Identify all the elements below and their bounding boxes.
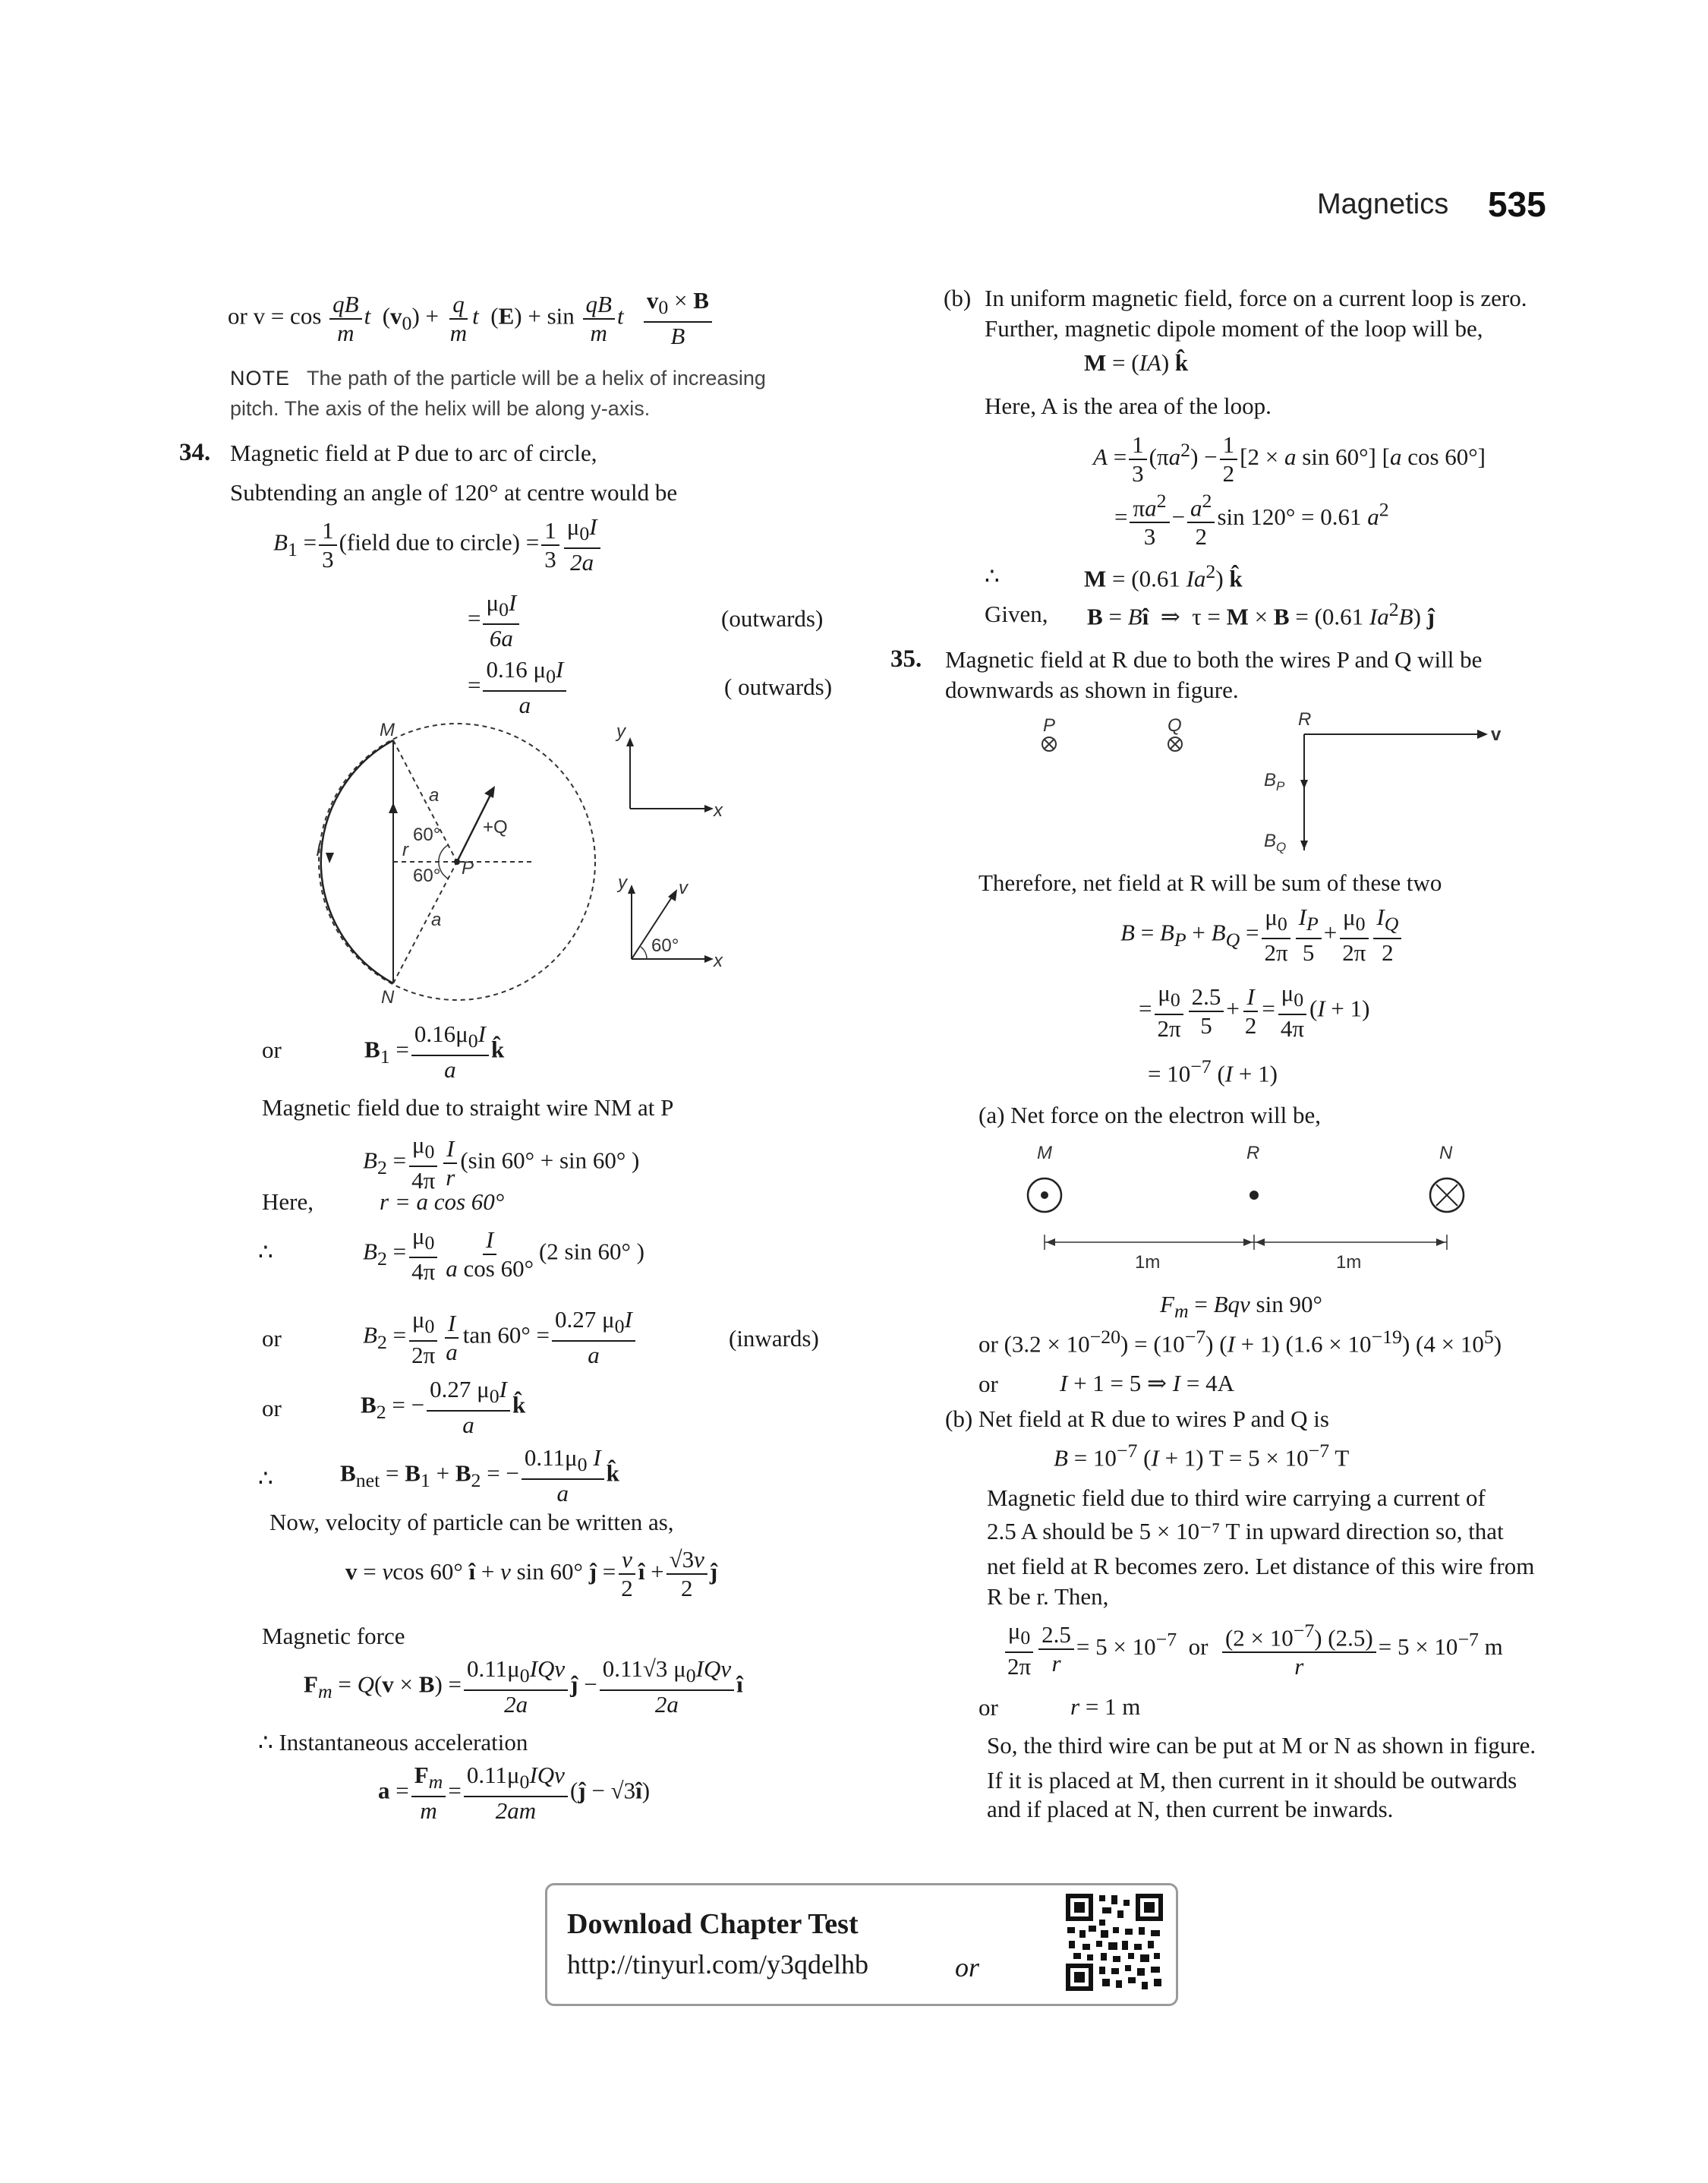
therefore-3: ∴ (985, 563, 1000, 589)
velocity-v-label: v (1491, 724, 1502, 745)
current-result: I + 1 = 5 ⇒ I = 4A (1060, 1370, 1234, 1396)
footer-or: or (955, 1952, 980, 1983)
distance-1m-a: 1m (1135, 1252, 1161, 1273)
if-placed-1: If it is placed at M, then current in it should be outwards (987, 1767, 1517, 1793)
label-x2: x (714, 951, 723, 971)
m-vector-eq: M = (0.61 Ia$^2$) k̂ (1084, 560, 1243, 592)
acceleration-equation: a = $\frac{F_m}{m}$ = $\frac{0.11\mu_0IQv}{2am}$ (ĵ − √3î) (378, 1762, 651, 1825)
third-wire-4: R be r. Then, (987, 1583, 1109, 1610)
page-number: 535 (1488, 185, 1546, 224)
b1-step3: = $\frac{0.16 \mu_0I}{a}$ (468, 656, 569, 719)
label-N: N (381, 987, 395, 1006)
b2-equation3: $B_2$ = $\frac{\mu_0}{2\pi}$ $\frac{I}{a}$ tan 60° = $\frac{0.27 \mu_0I}{a}$ (363, 1306, 638, 1369)
or-label-1: or (262, 1036, 282, 1063)
dipole-moment-eq: M = (IA) k̂ (1084, 349, 1189, 376)
so-third-text: So, the third wire can be put at M or N as shown in figure. (987, 1732, 1536, 1759)
q35-line1: Magnetic field at R due to both the wires P and Q will be (945, 646, 1483, 673)
part-b-line1: In uniform magnetic field, force on a current loop is zero. (985, 285, 1527, 311)
therefore-1: ∴ (258, 1238, 273, 1265)
therefore-2: ∴ (258, 1465, 273, 1491)
given-label: Given, (985, 601, 1048, 627)
third-wire-1: Magnetic field due to third wire carrying a current of (987, 1484, 1486, 1511)
or-label-3: or (262, 1395, 282, 1421)
q35-line2: downwards as shown in figure. (945, 677, 1239, 703)
label-y1: y (616, 721, 626, 742)
label-y2: y (618, 872, 627, 893)
b2-equation2: $B_2$ = $\frac{\mu_0}{4\pi}$ $\frac{I}{\text{a cos 60°}}$ (2 sin 60° ) (363, 1222, 644, 1286)
distance-eq: $\frac{\mu_0}{2\pi}$ $\frac{2.5}{r}$ = $5 \times 10^{-7}$ or $\frac{(2 \times 10^{-7}) (2.5)}{r}$ = $5 \times 10^{-7}$ m (1002, 1617, 1503, 1680)
velocity-vector: v = vcos 60° î + v sin 60° ĵ = $\frac{v}{2}$ î + $\frac{√3v}{2}$ ĵ (345, 1546, 718, 1601)
svg-text:BQ (1264, 831, 1286, 854)
bq-sub: Q (1276, 840, 1287, 854)
download-url[interactable]: http://tinyurl.com/y3qdelhb (567, 1949, 868, 1980)
note-line2: pitch. The axis of the helix will be along y-axis. (230, 397, 651, 420)
b2-equation1: $B_2$ = $\frac{\mu_0}{4\pi}$ $\frac{I}{r}$ (sin 60° + sin 60° ) (363, 1131, 640, 1194)
label-plusQ: +Q (483, 817, 508, 838)
net-field-text: Therefore, net field at R will be sum of these two (978, 869, 1442, 896)
r-result: r = 1 m (1070, 1693, 1141, 1720)
q34-line1: Magnetic field at P due to arc of circle, (230, 440, 597, 466)
wire-P-label: P (1043, 715, 1056, 736)
label-ang2: 60° (413, 866, 441, 886)
distance-1m-b: 1m (1336, 1252, 1362, 1273)
here-label: Here, (262, 1188, 314, 1215)
note-line1: The path of the particle will be a helix of increasing (307, 367, 766, 390)
or-label-2: or (262, 1325, 282, 1352)
wire-Q-label: Q (1168, 715, 1182, 736)
b1-vector: $B_1$ = $\frac{0.16\mu_0I}{a}$ k̂ (364, 1021, 505, 1084)
qr-code-icon[interactable] (1066, 1894, 1163, 1991)
point-R-label: R (1298, 710, 1312, 730)
label-M: M (380, 720, 395, 740)
part-a-net-force: (a) Net force on the electron will be, (978, 1102, 1322, 1128)
net-field-eq: $B = 10^{-7}$ (I + 1) $T = 5 \times 10^{-7}$ T (1054, 1440, 1350, 1472)
note-block (230, 363, 766, 424)
part-b-net-field: (b) Net field at R due to wires P and Q is (945, 1405, 1329, 1432)
outwards-label-2: ( outwards) (724, 674, 833, 700)
inwards-label: (inwards) (729, 1325, 819, 1352)
note-label: NOTE (230, 367, 291, 390)
part-b-label: (b) (944, 285, 972, 311)
here-area-text: Here, A is the area of the loop. (985, 393, 1272, 419)
label-ang1: 60° (413, 825, 441, 845)
area-equation1: A = $\frac{1}{3}$ $(\pi a^2)$ − $\frac{1}{2}$ [2 × a sin 60°] [a cos 60°] (1093, 431, 1486, 487)
velocity-text: Now, velocity of particle can be written as, (269, 1509, 674, 1535)
fm-numeric: or $(3.2 \times 10^{-20}) = (10^{-7})$ (I + 1) $(1.6 \times 10^{-19})$ $(4 \times 10^5)$ (978, 1326, 1502, 1358)
straight-wire-text: Magnetic field due to straight wire NM at P (262, 1094, 674, 1121)
velocity-equation: or v = cos $\frac{qB}{m}$ t $(v_0)$ + $\frac{q}{m}$ t (E) + sin $\frac{qB}{m}$ t $\frac{v_0 \times B}{B}$ (228, 287, 714, 350)
label-M-pos: M (1037, 1143, 1052, 1163)
circle-arc-diagram (304, 718, 774, 1006)
bnet-vector: $B_{net} = B_1 + B_2$ = − $\frac{0.11\mu_0 I}{a}$ k̂ (340, 1444, 619, 1507)
b-sum-eq1: $B = B_P + B_Q$ = $\frac{\mu_0}{2\pi}$ $\frac{I_P}{5}$ + $\frac{\mu_0}{2\pi}$ $\frac{I_Q}{2}$ (1120, 904, 1404, 967)
force-equation: $F_m = Q(v \times B)$ = $\frac{0.11\mu_0IQv}{2a}$ ĵ − $\frac{0.11√3 \mu_0IQv}{2a}$ î (304, 1655, 743, 1718)
mrn-diagram (1017, 1139, 1473, 1276)
label-v: v (679, 878, 688, 898)
fm-equation: $F_m$ = Bqv sin 90° (1160, 1291, 1322, 1323)
b1-step2: = $\frac{\mu_0I}{6a}$ (468, 589, 522, 652)
label-ang3: 60° (651, 935, 679, 956)
part-b-line2: Further, magnetic dipole moment of the loop will be, (985, 315, 1483, 342)
b-sum-eq3: = $10^{-7}$ (I + 1) (1148, 1055, 1278, 1087)
label-I: I (316, 840, 321, 860)
label-a1: a (429, 785, 440, 806)
outwards-label-1: (outwards) (721, 605, 824, 632)
label-P: P (462, 858, 474, 879)
svg-text:BP (1264, 770, 1285, 793)
b2-vector: $B_2$ = − $\frac{0.27 \mu_0I}{a}$ k̂ (361, 1376, 526, 1439)
area-equation2: = $\frac{\pi a^2}{3}$ − $\frac{a^2}{2}$ sin 120° = 0.61 $a^2$ (1114, 487, 1389, 550)
torque-equation: B = Bî ⇒ τ = M × B = (0.61 Ia$^2$B) ĵ (1087, 598, 1435, 630)
b-sum-eq2: = $\frac{\mu_0}{2\pi}$ $\frac{2.5}{5}$ + $\frac{I}{2}$ = $\frac{\mu_0}{4\pi}$ (I + 1) (1139, 980, 1370, 1043)
b1-equation: $B_1$ = $\frac{1}{3}$ (field due to circle) = $\frac{1}{3}$ $\frac{\mu_0I}{2a}$ (273, 513, 603, 576)
bq-label: B (1264, 831, 1277, 851)
label-N-pos: N (1439, 1143, 1453, 1163)
inst-acc-text: ∴ Instantaneous acceleration (258, 1729, 528, 1756)
label-a2: a (431, 910, 442, 930)
label-x1: x (714, 800, 723, 821)
or-label-4: or (978, 1371, 998, 1397)
or-label-5: or (978, 1694, 998, 1721)
bp-label: B (1264, 770, 1277, 790)
here-equation: r = a cos 60° (380, 1188, 505, 1215)
label-r: r (402, 840, 408, 860)
third-wire-2: 2.5 A should be 5 × 10⁻⁷ T in upward direction so, that (987, 1518, 1504, 1544)
download-title: Download Chapter Test (567, 1908, 859, 1940)
wires-pq-diagram (1017, 710, 1503, 862)
b1-mid-text: (field due to circle) = (339, 528, 540, 556)
if-placed-2: and if placed at N, then current be inwards. (987, 1796, 1394, 1822)
velocity-prefix: or v = cos (228, 302, 322, 330)
q34-line2: Subtending an angle of 120° at centre would be (230, 479, 678, 506)
bp-sub: P (1276, 779, 1285, 793)
running-head: Magnetics (1317, 188, 1449, 220)
q35-number: 35. (890, 645, 922, 673)
q34-number: 34. (179, 439, 211, 466)
third-wire-3: net field at R becomes zero. Let distance of this wire from (987, 1553, 1535, 1579)
magnetic-force-text: Magnetic force (262, 1623, 405, 1649)
label-R-pos: R (1246, 1143, 1260, 1163)
